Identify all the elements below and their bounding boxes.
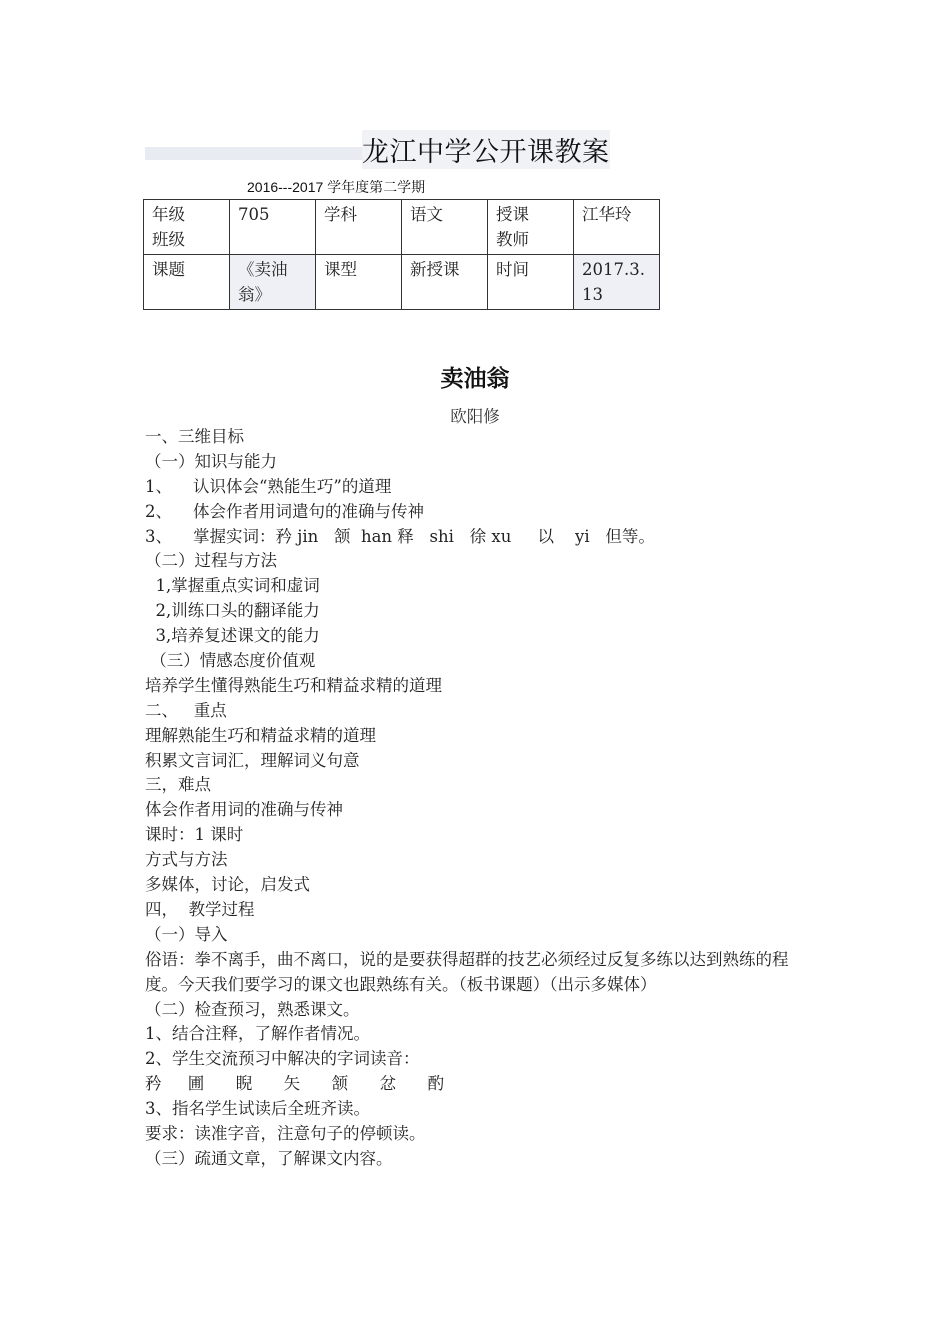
lesson-author: 欧阳修	[450, 407, 500, 426]
body-line: 2、学生交流预习中解决的字词读音：	[145, 1049, 420, 1069]
body-line: 三，难点	[145, 775, 211, 795]
table-cell: 学科	[316, 200, 402, 255]
school-title: 龙江中学公开课教案	[362, 130, 610, 169]
body-line: 课时：1 课时	[145, 825, 244, 845]
body-line: 要求：读准字音，注意句子的停顿读。	[145, 1123, 426, 1143]
table-cell: 年级 班级	[144, 200, 230, 255]
body-line: 1,掌握重点实词和虚词	[145, 576, 320, 596]
lesson-info-table	[143, 199, 660, 310]
table-cell: 课题	[144, 255, 230, 310]
body-paragraph: 俗语：拳不离手，曲不离口，说的是要获得超群的技艺必须经过反复多练以达到熟练的程度。今天我们要学习的课文也跟熟练有关。（板书课题）（出示多媒体）	[145, 949, 789, 994]
body-line: 1、 认识体会“熟能生巧”的道理	[145, 476, 392, 496]
body-line: 3、 掌握实词：矜 jin 颔 han 释 shi 徐 xu 以 yi 但等。	[145, 526, 655, 546]
table-row	[144, 200, 660, 255]
table-cell: 新授课	[402, 255, 488, 310]
table-row	[144, 255, 660, 310]
table-cell: 江华玲	[574, 200, 660, 255]
table-cell: 授课 教师	[488, 200, 574, 255]
body-line: 1、结合注释，了解作者情况。	[145, 1024, 370, 1044]
table-cell: 语文	[402, 200, 488, 255]
body-line: 2、 体会作者用词遣句的准确与传神	[145, 501, 424, 521]
body-line: 2,训练口头的翻译能力	[145, 601, 320, 621]
body-line: 体会作者用词的准确与传神	[145, 800, 343, 820]
body-line: 方式与方法	[145, 850, 228, 870]
body-line: （三）情感态度价值观	[145, 651, 316, 671]
body-line: 四， 教学过程	[145, 899, 255, 919]
table-cell: 705	[230, 200, 316, 255]
table-cell: 2017.3. 13	[574, 255, 660, 310]
lesson-body	[145, 425, 805, 1172]
term-label: 2016---2017 学年度第二学期	[247, 179, 426, 195]
body-line: （一）导入	[145, 924, 228, 944]
table-cell: 时间	[488, 255, 574, 310]
title-highlight-bar	[145, 147, 363, 160]
table-cell: 《卖油 翁》	[230, 255, 316, 310]
body-line: 矜 圃 睨 矢 颔 忿 酌	[145, 1074, 445, 1094]
body-line: 理解熟能生巧和精益求精的道理	[145, 725, 376, 745]
body-line: （一）知识与能力	[145, 451, 277, 471]
body-line: 二、 重点	[145, 700, 227, 720]
body-line: 多媒体，讨论，启发式	[145, 875, 310, 895]
body-line: （二）检查预习，熟悉课文。	[145, 999, 360, 1019]
body-line: 一、三维目标	[145, 427, 244, 446]
body-line: 3,培养复述课文的能力	[145, 626, 320, 646]
body-line: （二）过程与方法	[145, 551, 277, 571]
body-line: 培养学生懂得熟能生巧和精益求精的道理	[145, 675, 442, 695]
lesson-title: 卖油翁	[440, 365, 510, 392]
body-line: 3、指名学生试读后全班齐读。	[145, 1099, 370, 1119]
body-line: （三）疏通文章，了解课文内容。	[145, 1148, 393, 1168]
table-cell: 课型	[316, 255, 402, 310]
body-line: 积累文言词汇，理解词义句意	[145, 750, 360, 770]
